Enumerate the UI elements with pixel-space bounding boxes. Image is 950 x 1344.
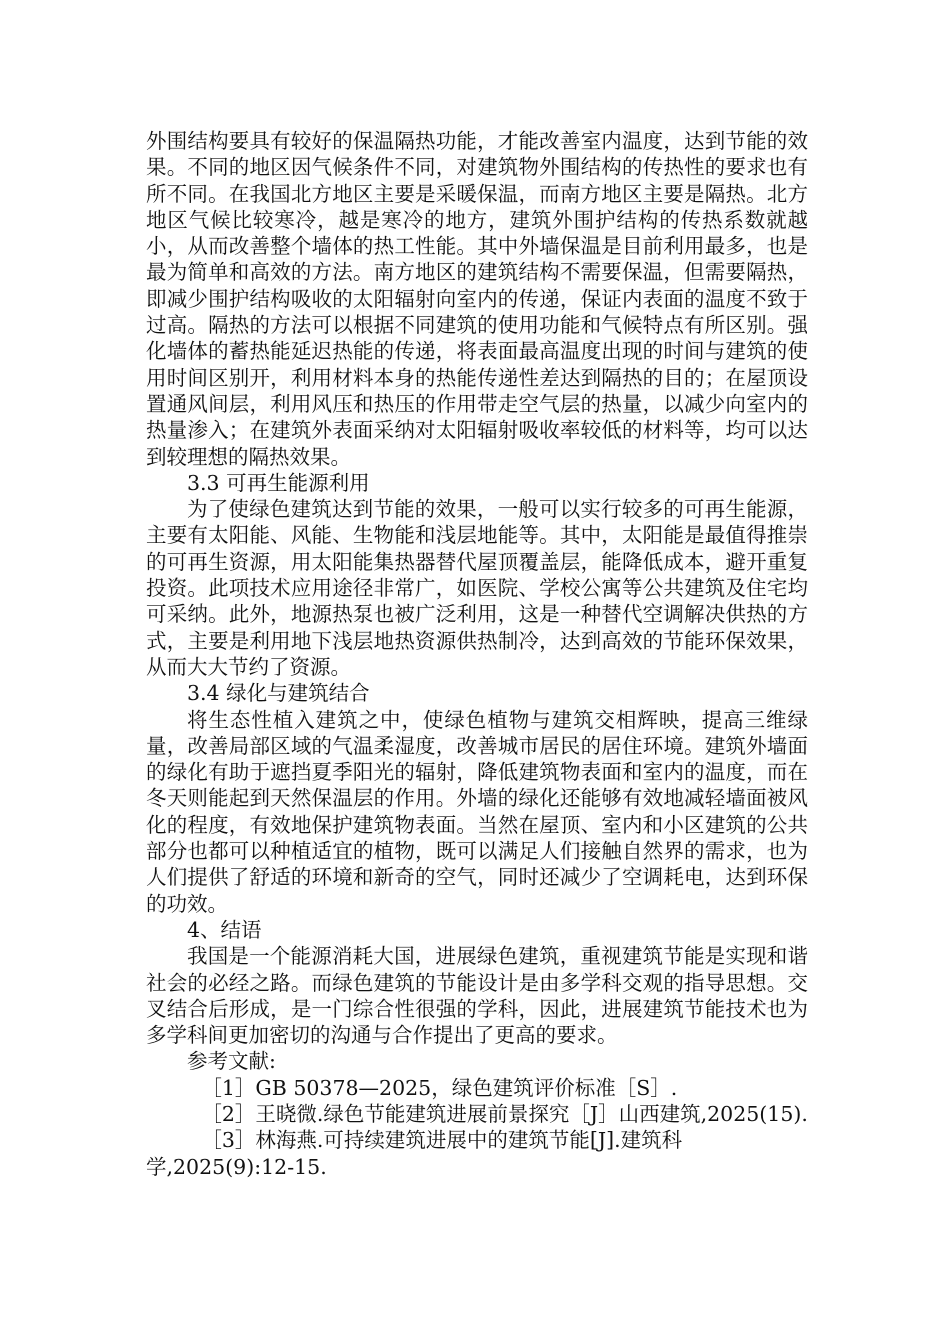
section-heading-4: 4、结语 bbox=[187, 917, 262, 942]
reference-item: ［2］王晓微.绿色节能建筑进展前景探究［J］山西建筑,2025(15). bbox=[201, 1101, 808, 1126]
section-heading-3-4: 3.4 绿化与建筑结合 bbox=[187, 681, 370, 706]
paragraph-insulation: 外围结构要具有较好的保温隔热功能，才能改善室内温度，达到节能的效果。不同的地区因气候条件不同，对建筑物外围结构的传热性的要求也有所不同。在我国北方地区主要是采暖保温，而南方地区主要是隔热。北方地区气候比较寒冷，越是寒冷的地方，建筑外围护结构的传热系数就越小，从而改善整个墙体的热工性能。其中外墙保温是目前利用最多，也是最为简单和高效的方法。南方地区的建筑结构不需要保温，但需要隔热，即减少围护结构吸收的太阳辐射向室内的传递，保证内表面的温度不致于过高。隔热的方法可以根据不同建筑的使用功能和气候特点有所区别。强化墙体的蓄热能延迟热能的传递，将表面最高温度出现的时间与建筑的使用时间区别开，利用材料本身的热能传递性差达到隔热的目的；在屋顶设置通风间层，利用风压和热压的作用带走空气层的热量，以减少向室内的热量渗入；在建筑外表面采纳对太阳辐射吸收率较低的材料等，均可以达到较理想的隔热效果。 bbox=[146, 129, 808, 469]
references-heading: 参考文献: bbox=[187, 1049, 276, 1074]
paragraph-conclusion: 我国是一个能源消耗大国，进展绿色建筑，重视建筑节能是实现和谐社会的必经之路。而绿色建筑的节能设计是由多学科交观的指导思想。交叉结合后形成，是一门综合性很强的学科，因此，进展建筑节能技术也为多学科间更加密切的沟通与合作提出了更高的要求。 bbox=[146, 944, 808, 1048]
paragraph-renewable-energy: 为了使绿色建筑达到节能的效果，一般可以实行较多的可再生能源，主要有太阳能、风能、生物能和浅层地能等。其中，太阳能是最值得推崇的可再生资源，用太阳能集热器替代屋顶覆盖层，能降低成本，避开重复投资。此项技术应用途径非常广，如医院、学校公寓等公共建筑及住宅均可采纳。此外，地源热泵也被广泛利用，这是一种替代空调解决供热的方式，主要是利用地下浅层地热资源供热制冷，达到高效的节能环保效果，从而大大节约了资源。 bbox=[146, 497, 808, 679]
reference-item: ［3］林海燕.可持续建筑进展中的建筑节能[J].建筑科学,2025(9):12-15. bbox=[146, 1128, 683, 1179]
reference-item: ［1］GB 50378—2025，绿色建筑评价标准［S］. bbox=[201, 1075, 678, 1100]
document-body bbox=[146, 128, 808, 1180]
section-heading-3-3: 3.3 可再生能源利用 bbox=[187, 470, 370, 495]
paragraph-greening: 将生态性植入建筑之中，使绿色植物与建筑交相辉映，提高三维绿量，改善局部区域的气温柔湿度，改善城市居民的居住环境。建筑外墙面的绿化有助于遮挡夏季阳光的辐射，降低建筑物表面和室内的温度，而在冬天则能起到天然保温层的作用。外墙的绿化还能够有效地减轻墙面被风化的程度，有效地保护建筑物表面。当然在屋顶、室内和小区建筑的公共部分也都可以种植适宜的植物，既可以满足人们接触自然界的需求，也为人们提供了舒适的环境和新奇的空气，同时还减少了空调耗电，达到环保的功效。 bbox=[146, 707, 808, 916]
